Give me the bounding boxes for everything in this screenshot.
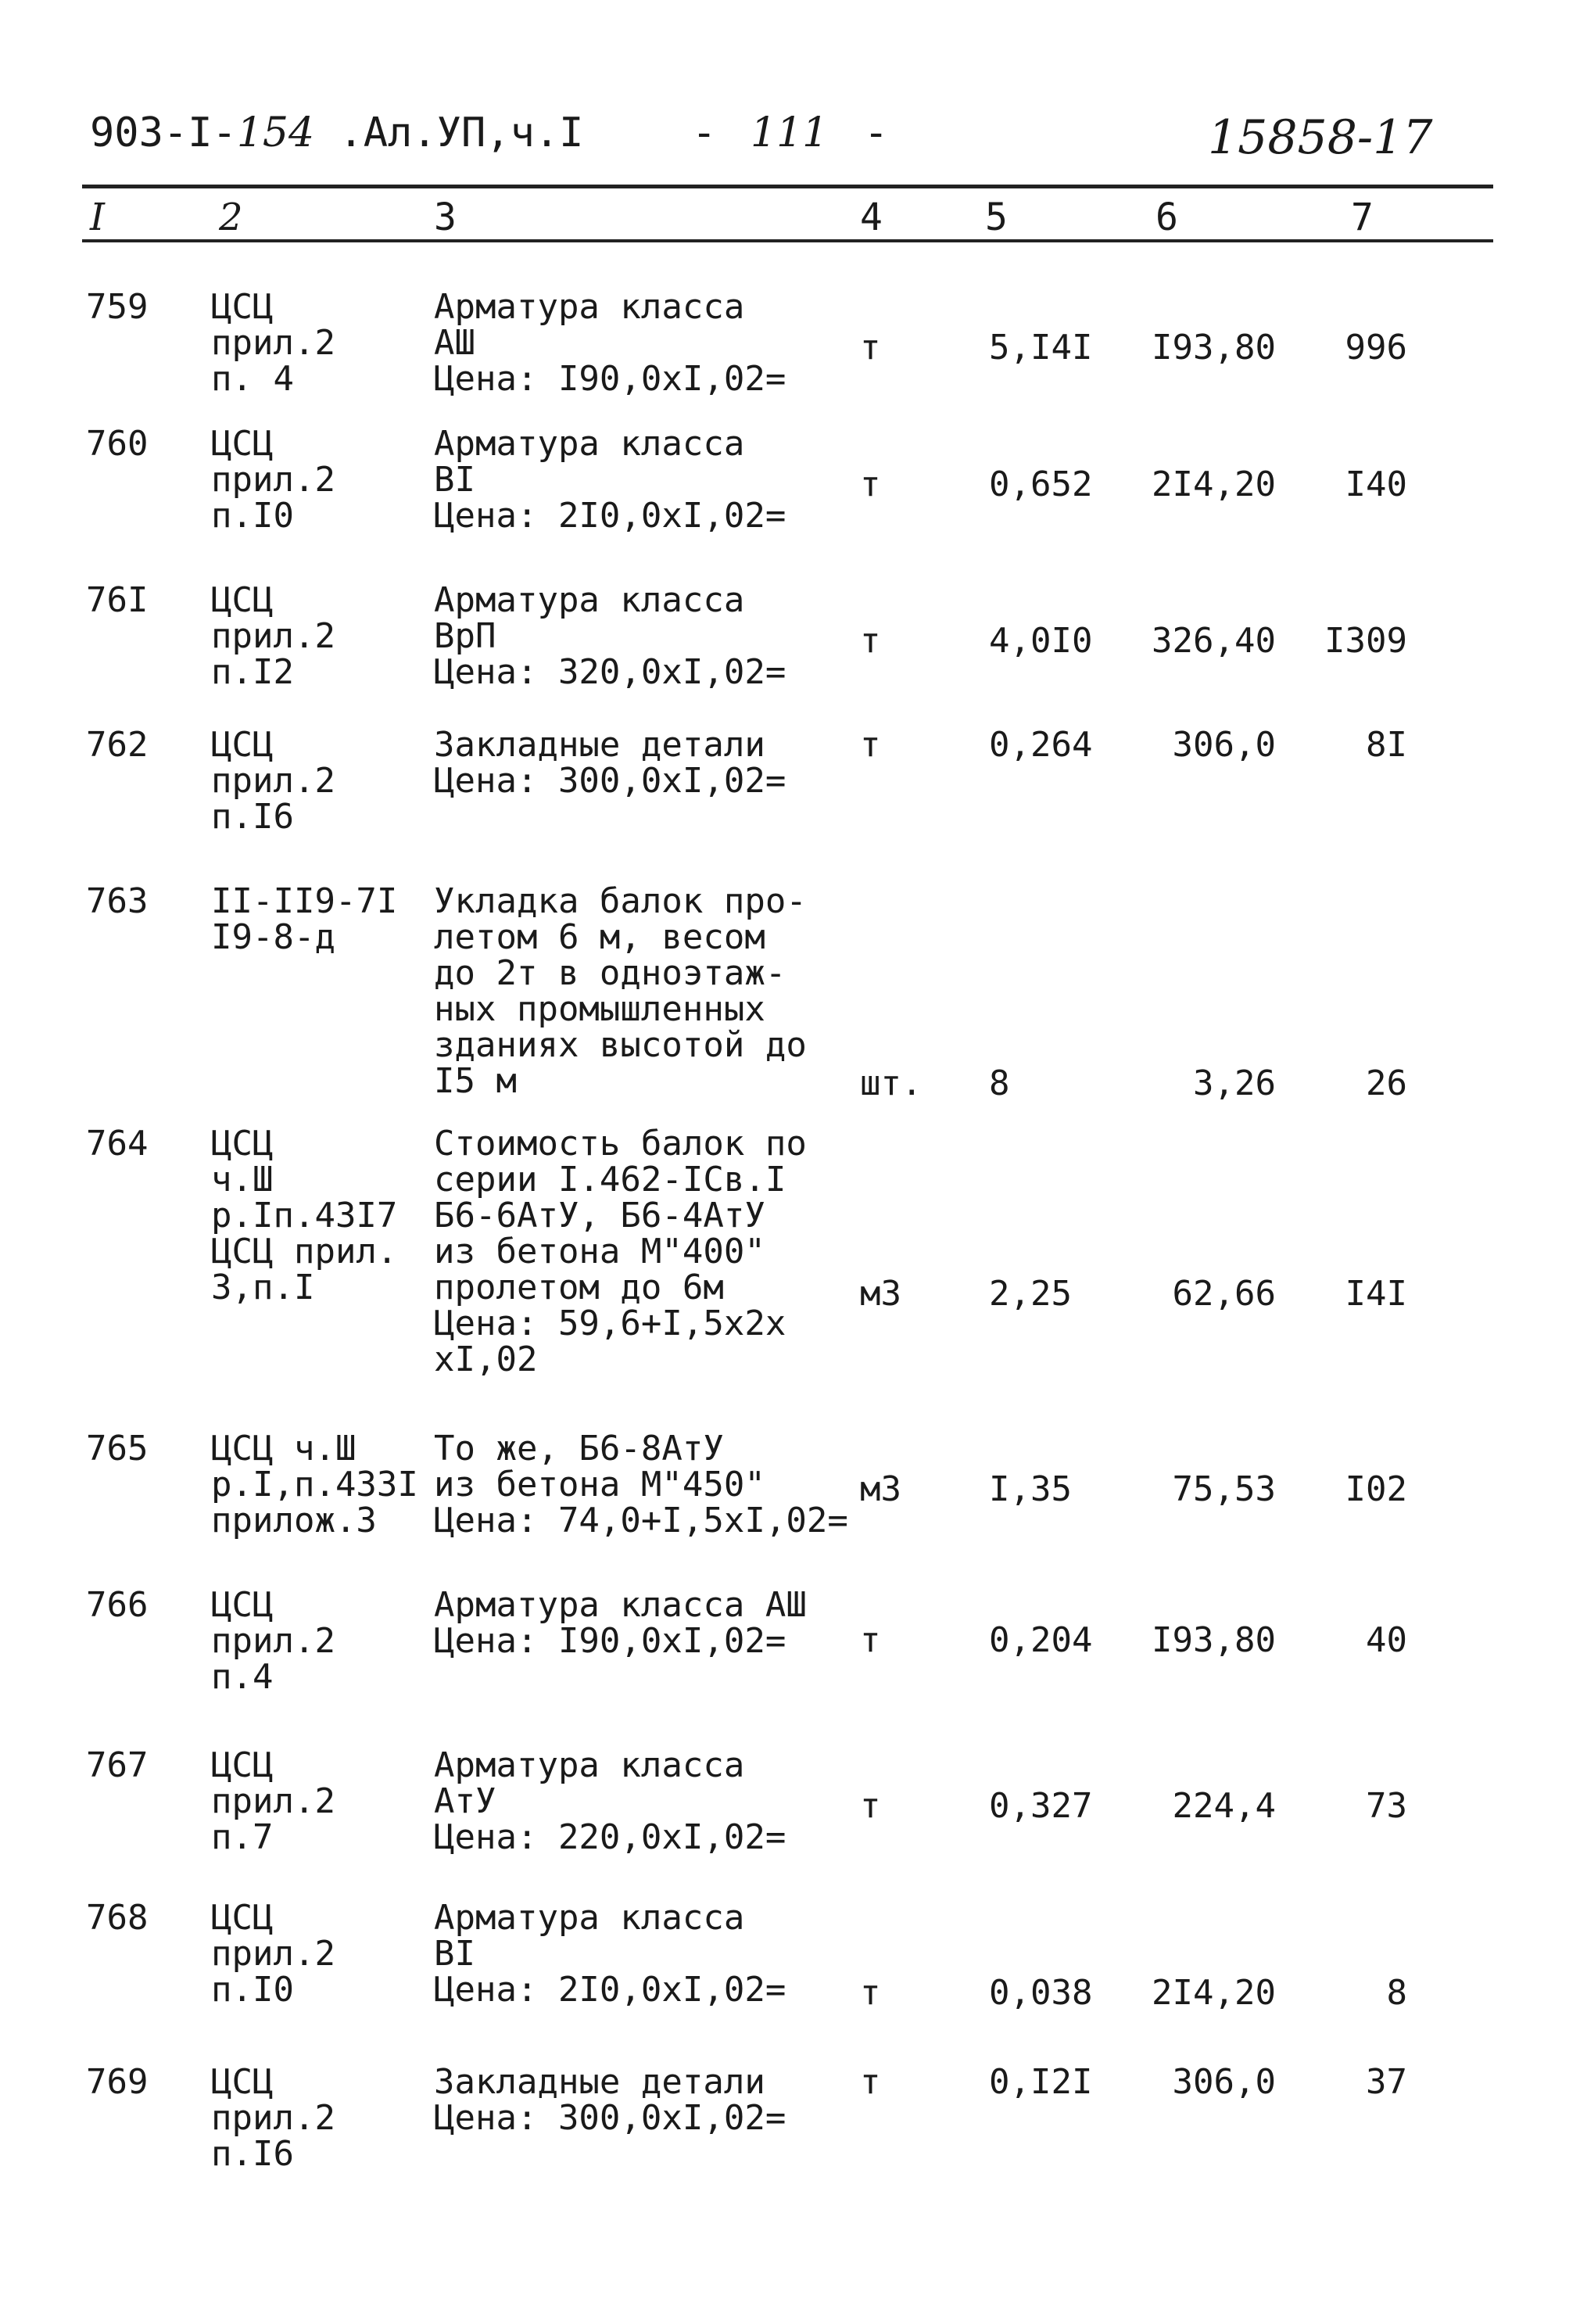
row-reference: ЦСЦ прил.2 п.I0 <box>211 1898 335 2010</box>
row-unit: т <box>860 725 881 765</box>
row-quantity: 0,264 <box>989 725 1093 765</box>
row-price: I93,80 <box>1152 1620 1276 1660</box>
row-quantity: I,35 <box>989 1469 1072 1509</box>
page-dash-left: - <box>692 109 717 156</box>
row-unit: т <box>860 1620 881 1660</box>
row-description: Укладка балок про- летом 6 м, весом до 2т в одноэтаж- ных промышленных зданиях высотой до I5 м <box>434 881 807 1101</box>
row-description: Арматура класса АШ Цена: I90,0хI,02= <box>434 287 786 399</box>
row-unit: т <box>860 2062 881 2102</box>
column-number-6: 6 <box>1155 195 1178 239</box>
document-code-handwritten: 154 <box>236 109 315 156</box>
column-number-2: 2 <box>219 195 243 239</box>
row-reference: ЦСЦ прил.2 п.I0 <box>211 424 335 536</box>
row-description: Арматура класса АтУ Цена: 220,0хI,02= <box>434 1745 786 1857</box>
row-price: 62,66 <box>1172 1274 1276 1314</box>
row-price: 306,0 <box>1172 2062 1276 2102</box>
page-number: 111 <box>751 109 829 156</box>
row-description: Арматура класса АШ Цена: I90,0хI,02= <box>434 1585 807 1661</box>
row-quantity: 0,038 <box>989 1973 1093 2013</box>
column-number-5: 5 <box>985 195 1008 239</box>
row-reference: ЦСЦ ч.Ш р.Iп.43I7 ЦСЦ прил. 3,п.I <box>211 1124 398 1307</box>
row-number: 759 <box>86 287 149 327</box>
row-quantity: 0,327 <box>989 1786 1093 1826</box>
row-quantity: 2,25 <box>989 1274 1072 1314</box>
page-dash-right: - <box>864 109 889 156</box>
row-price: 224,4 <box>1172 1786 1276 1826</box>
row-number: 769 <box>86 2062 149 2102</box>
row-price: 2I4,20 <box>1152 464 1276 504</box>
row-description: То же, Б6-8АтУ из бетона М"450" Цена: 74,0+I,5хI,02= <box>434 1429 848 1540</box>
row-unit: т <box>860 1786 881 1826</box>
column-number-4: 4 <box>860 195 883 239</box>
row-unit: т <box>860 464 881 504</box>
row-number: 765 <box>86 1429 149 1469</box>
row-description: Арматура класса ВрП Цена: 320,0хI,02= <box>434 580 786 692</box>
row-total: 40 <box>1366 1620 1407 1660</box>
row-unit: т <box>860 1973 881 2013</box>
document-code-suffix: .Ал.УП,ч.I <box>314 109 584 156</box>
row-total: 26 <box>1366 1063 1407 1103</box>
row-total: 37 <box>1366 2062 1407 2102</box>
row-number: 760 <box>86 424 149 464</box>
row-description: Закладные детали Цена: 300,0хI,02= <box>434 725 786 801</box>
column-number-1: I <box>90 195 105 239</box>
row-reference: ЦСЦ прил.2 п.4 <box>211 1585 335 1697</box>
row-number: 76I <box>86 580 149 620</box>
row-number: 762 <box>86 725 149 765</box>
row-reference: ЦСЦ ч.Ш р.I,п.433I прилож.3 <box>211 1429 418 1540</box>
row-description: Закладные детали Цена: 300,0хI,02= <box>434 2062 786 2138</box>
row-reference: ЦСЦ прил.2 п.I6 <box>211 2062 335 2174</box>
row-total: 8I <box>1366 725 1407 765</box>
row-quantity: 0,204 <box>989 1620 1093 1660</box>
row-price: 3,26 <box>1193 1063 1276 1103</box>
row-reference: II-II9-7I I9-8-д <box>211 881 398 957</box>
row-total: I02 <box>1345 1469 1407 1509</box>
header-rule-top <box>82 185 1493 188</box>
document-number: 15858-17 <box>1208 110 1433 165</box>
row-number: 764 <box>86 1124 149 1164</box>
row-price: 306,0 <box>1172 725 1276 765</box>
row-number: 766 <box>86 1585 149 1625</box>
row-number: 767 <box>86 1745 149 1785</box>
row-number: 763 <box>86 881 149 921</box>
row-total: 996 <box>1345 328 1407 368</box>
row-price: I93,80 <box>1152 328 1276 368</box>
row-unit: шт. <box>860 1063 923 1103</box>
row-unit: т <box>860 328 881 368</box>
row-quantity: 4,0I0 <box>989 621 1093 661</box>
column-number-3: 3 <box>434 195 457 239</box>
row-reference: ЦСЦ прил.2 п.7 <box>211 1745 335 1857</box>
row-price: 326,40 <box>1152 621 1276 661</box>
row-unit: м3 <box>860 1469 901 1509</box>
row-unit: м3 <box>860 1274 901 1314</box>
header-rule-bottom <box>82 239 1493 242</box>
row-total: I309 <box>1324 621 1407 661</box>
column-number-7: 7 <box>1351 195 1374 239</box>
row-quantity: 0,652 <box>989 464 1093 504</box>
row-total: I4I <box>1345 1274 1407 1314</box>
row-price: 75,53 <box>1172 1469 1276 1509</box>
row-unit: т <box>860 621 881 661</box>
row-description: Арматура класса ВI Цена: 2I0,0хI,02= <box>434 424 786 536</box>
row-total: 73 <box>1366 1786 1407 1826</box>
row-description: Арматура класса ВI Цена: 2I0,0хI,02= <box>434 1898 786 2010</box>
row-total: I40 <box>1345 464 1407 504</box>
row-price: 2I4,20 <box>1152 1973 1276 2013</box>
row-total: 8 <box>1386 1973 1407 2013</box>
document-code <box>90 111 583 155</box>
row-quantity: 0,I2I <box>989 2062 1093 2102</box>
row-reference: ЦСЦ прил.2 п. 4 <box>211 287 335 399</box>
row-quantity: 8 <box>989 1063 1010 1103</box>
row-number: 768 <box>86 1898 149 1938</box>
row-reference: ЦСЦ прил.2 п.I6 <box>211 725 335 837</box>
document-code-prefix: 903-I- <box>90 109 237 156</box>
row-reference: ЦСЦ прил.2 п.I2 <box>211 580 335 692</box>
row-quantity: 5,I4I <box>989 328 1093 368</box>
row-description: Стоимость балок по серии I.462-IСв.I Б6-6АтУ, Б6-4АтУ из бетона М"400" пролетом до 6м Цена: 59,6+I,5х2х хI,02 <box>434 1124 807 1379</box>
